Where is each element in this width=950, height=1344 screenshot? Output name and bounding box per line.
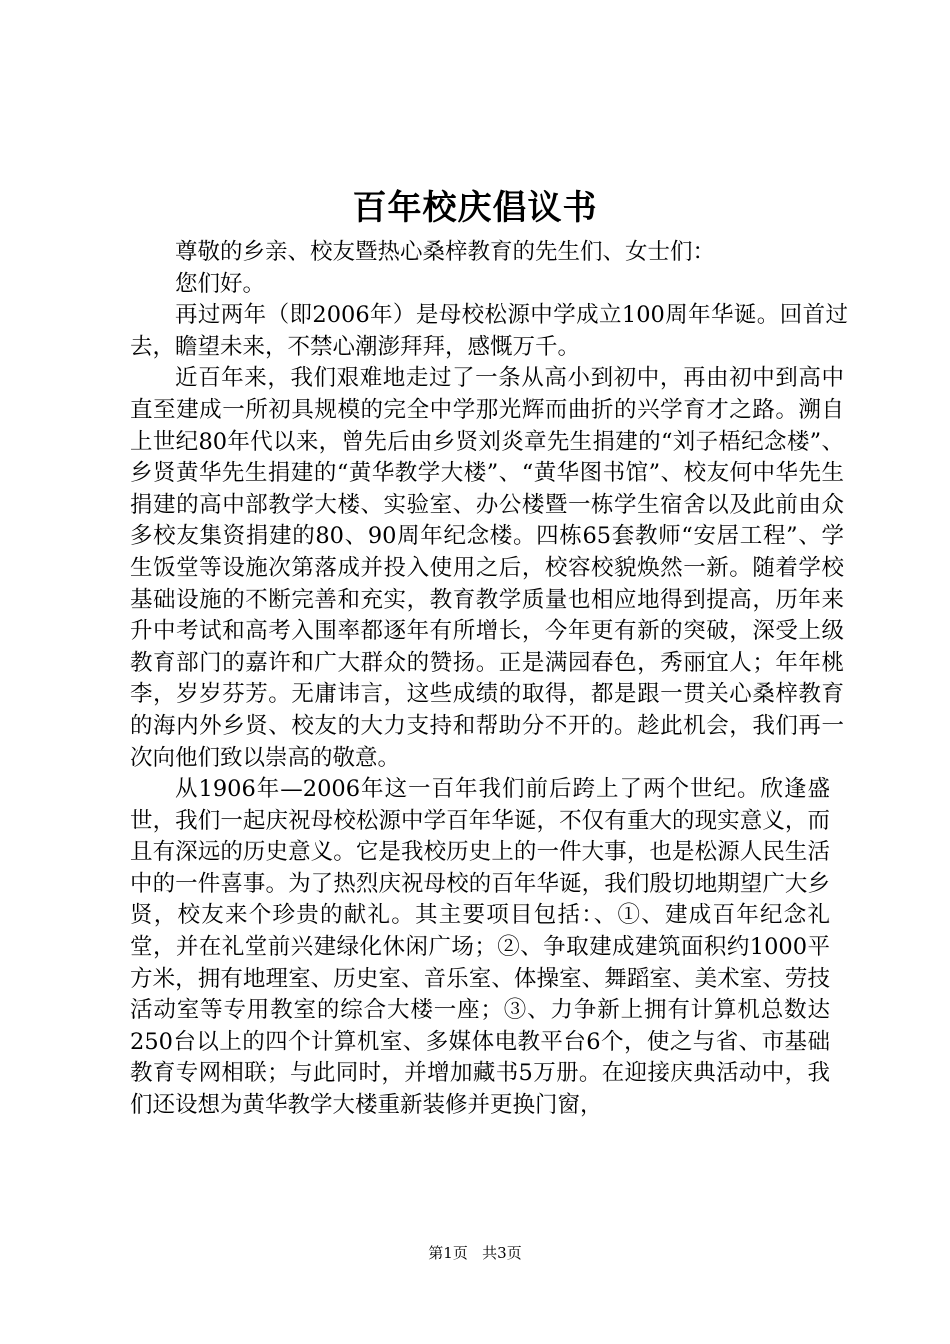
salutation-paragraph: 尊敬的乡亲、校友暨热心桑梓教育的先生们、女士们： [175, 239, 716, 265]
document-title: 百年校庆倡议书 [352, 188, 598, 228]
greeting-paragraph: 您们好。 [175, 270, 266, 297]
page-number: 第1页 [428, 1244, 468, 1262]
body-paragraph-1: 再过两年（即2006年）是母校松源中学成立100周年华诞。回首过去，瞻望未来，不禁心潮澎拜拜，感慨万千。 [130, 302, 848, 360]
page-footer [0, 1243, 950, 1263]
body-paragraph-2: 近百年来，我们艰难地走过了一条从高小到初中，再由初中到高中直至建成一所初具规模的完全中学那光辉而曲折的兴学育才之路。溯自上世纪80年代以来，曾先后由乡贤刘炎章先生捐建的“刘子梧纪念楼”、乡贤黄华先生捐建的“黄华教学大楼”、“黄华图书馆”、校友何中华先生捐建的高中部教学大楼、实验室、办公楼暨一栋学生宿舍以及此前由众多校友集资捐建的80、90周年纪念楼。四栋65套教师“安居工程”、学生饭堂等设施次第落成并投入使用之后，校容校貌焕然一新。随着学校基础设施的不断完善和充实，教育教学质量也相应地得到提高，历年来升中考试和高考入围率都逐年有所增长，今年更有新的突破，深受上级教育部门的嘉许和广大群众的赞扬。正是满园春色，秀丽宜人；年年桃李，岁岁芬芳。无庸讳言，这些成绩的取得，都是跟一贯关心桑梓教育的海内外乡贤、校友的大力支持和帮助分不开的。趁此机会，我们再一次向他们致以崇高的敬意。 [130, 365, 844, 771]
document-body [130, 237, 848, 1122]
page-separator [473, 1244, 478, 1262]
body-paragraph-3: 从1906年—2006年这一百年我们前后跨上了两个世纪。欣逢盛世，我们一起庆祝母校松源中学百年华诞，不仅有重大的现实意义，而且有深远的历史意义。它是我校历史上的一件大事，也是松源人民生活中的一件喜事。为了热烈庆祝母校的百年华诞，我们殷切地期望广大乡贤，校友来个珍贵的献礼。其主要项目包括：、①、建成百年纪念礼堂，并在礼堂前兴建绿化休闲广场；②、争取建成建筑面积约1000平方米，拥有地理室、历史室、音乐室、体操室、舞蹈室、美术室、劳技活动室等专用教室的综合大楼一座；③、力争新上拥有计算机总数达250台以上的四个计算机室、多媒体电教平台6个，使之与省、市基础教育专网相联；与此同时，并增加藏书5万册。在迎接庆典活动中，我们还设想为黄华教学大楼重新装修并更换门窗， [130, 776, 830, 1119]
page-total: 共3页 [482, 1244, 522, 1262]
